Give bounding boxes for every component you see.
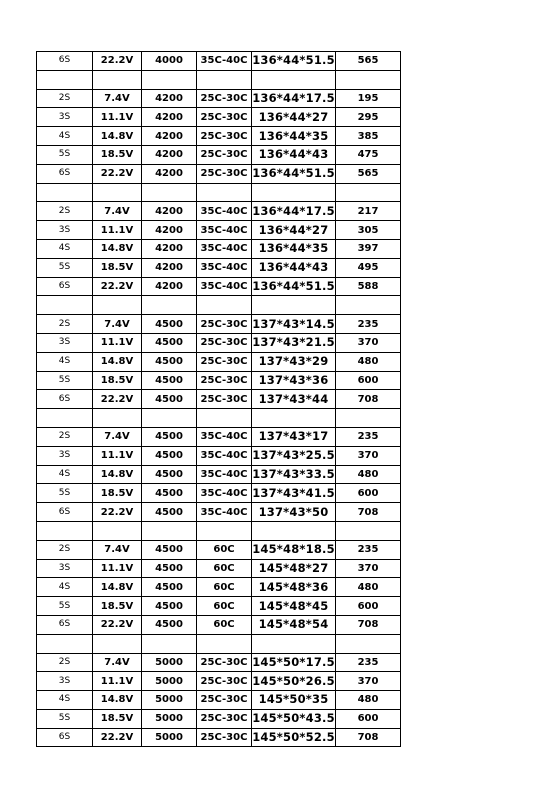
cell-weight: 385 [336,127,401,146]
table-row [37,446,401,465]
cell-capacity: 4500 [142,390,197,409]
cell-cell-count: 3S [37,221,93,240]
cell-dimensions: 137*43*25.5 [252,446,336,465]
cell-dimensions: 136*44*35 [252,127,336,146]
cell-weight: 235 [336,315,401,334]
cell-cell-count: 2S [37,315,93,334]
cell-voltage [93,183,142,202]
cell-capacity: 4500 [142,484,197,503]
table-row [37,390,401,409]
table-row [37,145,401,164]
cell-capacity [142,521,197,540]
table-row [37,89,401,108]
cell-discharge-rate: 35C-40C [197,221,252,240]
cell-capacity: 4500 [142,559,197,578]
cell-discharge-rate: 25C-30C [197,371,252,390]
cell-capacity [142,296,197,315]
cell-capacity: 4500 [142,371,197,390]
cell-cell-count: 3S [37,672,93,691]
cell-dimensions: 137*43*29 [252,352,336,371]
cell-dimensions: 137*43*36 [252,371,336,390]
cell-cell-count [37,634,93,653]
table-row [37,503,401,522]
cell-voltage: 7.4V [93,315,142,334]
cell-voltage: 14.8V [93,352,142,371]
cell-capacity: 4500 [142,333,197,352]
cell-weight: 480 [336,352,401,371]
cell-cell-count [37,521,93,540]
cell-discharge-rate: 25C-30C [197,145,252,164]
cell-capacity: 4500 [142,597,197,616]
blank-row [37,296,401,315]
cell-weight: 480 [336,578,401,597]
battery-spec-table [36,51,401,747]
table-row [37,559,401,578]
cell-cell-count: 2S [37,540,93,559]
cell-weight: 600 [336,484,401,503]
cell-weight: 295 [336,108,401,127]
table-row [37,691,401,710]
cell-cell-count: 5S [37,597,93,616]
cell-weight: 565 [336,52,401,71]
table-row [37,615,401,634]
cell-capacity: 4200 [142,89,197,108]
cell-voltage: 7.4V [93,202,142,221]
cell-weight: 480 [336,465,401,484]
cell-cell-count: 6S [37,390,93,409]
cell-discharge-rate: 25C-30C [197,672,252,691]
table-row [37,352,401,371]
cell-capacity: 4500 [142,352,197,371]
cell-capacity: 4200 [142,239,197,258]
cell-discharge-rate [197,521,252,540]
cell-weight: 370 [336,559,401,578]
cell-voltage: 18.5V [93,258,142,277]
cell-cell-count: 4S [37,127,93,146]
cell-dimensions: 145*48*18.5 [252,540,336,559]
cell-weight [336,296,401,315]
cell-discharge-rate: 35C-40C [197,52,252,71]
cell-voltage: 14.8V [93,691,142,710]
blank-row [37,409,401,428]
cell-weight: 305 [336,221,401,240]
cell-discharge-rate [197,634,252,653]
blank-row [37,183,401,202]
cell-cell-count: 5S [37,145,93,164]
cell-discharge-rate: 35C-40C [197,277,252,296]
cell-dimensions [252,70,336,89]
cell-weight: 588 [336,277,401,296]
cell-discharge-rate [197,296,252,315]
cell-discharge-rate: 35C-40C [197,258,252,277]
cell-dimensions: 145*48*54 [252,615,336,634]
cell-discharge-rate: 35C-40C [197,446,252,465]
cell-weight: 397 [336,239,401,258]
cell-discharge-rate: 25C-30C [197,333,252,352]
table-row [37,540,401,559]
cell-capacity: 4500 [142,578,197,597]
table-row [37,277,401,296]
cell-discharge-rate: 25C-30C [197,390,252,409]
cell-weight: 370 [336,672,401,691]
cell-cell-count: 4S [37,352,93,371]
cell-dimensions: 136*44*17.5 [252,89,336,108]
cell-dimensions: 137*43*17 [252,427,336,446]
cell-discharge-rate: 60C [197,578,252,597]
cell-weight: 708 [336,390,401,409]
cell-capacity: 4200 [142,127,197,146]
cell-weight: 235 [336,653,401,672]
cell-dimensions: 136*44*35 [252,239,336,258]
cell-voltage [93,634,142,653]
cell-discharge-rate [197,183,252,202]
cell-dimensions: 145*50*43.5 [252,709,336,728]
table-row [37,597,401,616]
cell-dimensions: 136*44*51.5 [252,277,336,296]
cell-dimensions: 137*43*44 [252,390,336,409]
cell-voltage: 11.1V [93,672,142,691]
cell-voltage [93,521,142,540]
cell-dimensions: 136*44*27 [252,221,336,240]
cell-cell-count [37,70,93,89]
cell-discharge-rate: 60C [197,540,252,559]
cell-cell-count: 3S [37,333,93,352]
cell-dimensions: 145*48*27 [252,559,336,578]
cell-capacity: 4200 [142,202,197,221]
cell-weight [336,521,401,540]
cell-cell-count: 4S [37,239,93,258]
cell-voltage: 22.2V [93,52,142,71]
cell-cell-count [37,409,93,428]
cell-cell-count: 6S [37,52,93,71]
cell-cell-count: 6S [37,615,93,634]
table-row [37,465,401,484]
cell-capacity [142,634,197,653]
cell-dimensions: 136*44*17.5 [252,202,336,221]
cell-voltage: 7.4V [93,427,142,446]
cell-discharge-rate: 25C-30C [197,127,252,146]
cell-capacity: 5000 [142,709,197,728]
cell-voltage: 11.1V [93,108,142,127]
cell-cell-count [37,183,93,202]
cell-capacity: 4200 [142,258,197,277]
cell-voltage: 7.4V [93,653,142,672]
cell-weight: 600 [336,597,401,616]
cell-capacity: 4200 [142,145,197,164]
table-row [37,127,401,146]
cell-discharge-rate: 35C-40C [197,239,252,258]
table-row [37,164,401,183]
cell-discharge-rate: 25C-30C [197,352,252,371]
cell-cell-count: 6S [37,277,93,296]
cell-voltage: 7.4V [93,89,142,108]
cell-voltage: 22.2V [93,164,142,183]
cell-voltage: 11.1V [93,333,142,352]
cell-voltage: 11.1V [93,559,142,578]
cell-discharge-rate [197,409,252,428]
cell-weight [336,409,401,428]
cell-voltage: 11.1V [93,221,142,240]
cell-discharge-rate: 25C-30C [197,691,252,710]
cell-cell-count: 4S [37,465,93,484]
cell-weight: 565 [336,164,401,183]
cell-weight [336,70,401,89]
cell-discharge-rate: 35C-40C [197,427,252,446]
cell-cell-count: 5S [37,709,93,728]
cell-dimensions: 145*50*17.5 [252,653,336,672]
cell-voltage: 7.4V [93,540,142,559]
cell-discharge-rate: 35C-40C [197,465,252,484]
table-row [37,672,401,691]
cell-cell-count: 2S [37,202,93,221]
cell-weight: 600 [336,371,401,390]
table-row [37,221,401,240]
cell-weight: 480 [336,691,401,710]
cell-weight [336,183,401,202]
cell-dimensions: 145*50*35 [252,691,336,710]
table-row [37,427,401,446]
cell-capacity: 4500 [142,446,197,465]
cell-dimensions [252,183,336,202]
cell-weight: 475 [336,145,401,164]
cell-capacity: 4200 [142,277,197,296]
cell-dimensions: 136*44*51.5 [252,164,336,183]
cell-dimensions [252,409,336,428]
cell-dimensions: 136*44*51.5 [252,52,336,71]
table-row [37,728,401,747]
cell-discharge-rate: 35C-40C [197,202,252,221]
cell-capacity: 4500 [142,427,197,446]
table-row [37,333,401,352]
cell-capacity [142,409,197,428]
cell-dimensions: 137*43*21.5 [252,333,336,352]
cell-discharge-rate: 35C-40C [197,484,252,503]
cell-discharge-rate: 25C-30C [197,709,252,728]
cell-discharge-rate: 60C [197,615,252,634]
cell-discharge-rate: 25C-30C [197,315,252,334]
cell-capacity: 4500 [142,540,197,559]
cell-cell-count: 3S [37,559,93,578]
cell-discharge-rate: 25C-30C [197,728,252,747]
cell-voltage: 14.8V [93,465,142,484]
cell-voltage: 18.5V [93,709,142,728]
blank-row [37,521,401,540]
cell-discharge-rate [197,70,252,89]
cell-discharge-rate: 25C-30C [197,164,252,183]
cell-voltage: 22.2V [93,615,142,634]
cell-capacity: 5000 [142,728,197,747]
cell-cell-count [37,296,93,315]
cell-dimensions: 136*44*27 [252,108,336,127]
cell-weight: 708 [336,503,401,522]
cell-weight: 235 [336,427,401,446]
cell-weight: 195 [336,89,401,108]
table-row [37,258,401,277]
cell-weight: 495 [336,258,401,277]
cell-voltage [93,70,142,89]
cell-dimensions [252,521,336,540]
cell-cell-count: 2S [37,653,93,672]
cell-discharge-rate: 25C-30C [197,653,252,672]
cell-dimensions [252,296,336,315]
cell-voltage: 22.2V [93,277,142,296]
cell-cell-count: 6S [37,728,93,747]
cell-weight: 600 [336,709,401,728]
cell-dimensions: 137*43*50 [252,503,336,522]
blank-row [37,70,401,89]
cell-dimensions: 137*43*41.5 [252,484,336,503]
cell-cell-count: 6S [37,164,93,183]
cell-discharge-rate: 25C-30C [197,108,252,127]
cell-cell-count: 6S [37,503,93,522]
cell-capacity: 4500 [142,615,197,634]
cell-voltage: 14.8V [93,578,142,597]
cell-cell-count: 2S [37,89,93,108]
cell-dimensions: 145*48*45 [252,597,336,616]
cell-capacity: 4200 [142,108,197,127]
cell-capacity: 4500 [142,465,197,484]
cell-capacity: 4200 [142,221,197,240]
cell-discharge-rate: 60C [197,597,252,616]
cell-voltage: 14.8V [93,239,142,258]
cell-cell-count: 5S [37,371,93,390]
cell-voltage: 22.2V [93,503,142,522]
table-row [37,484,401,503]
cell-cell-count: 5S [37,258,93,277]
cell-cell-count: 2S [37,427,93,446]
table-row [37,315,401,334]
blank-row [37,634,401,653]
cell-capacity: 4500 [142,503,197,522]
cell-dimensions: 145*50*52.5 [252,728,336,747]
table-row [37,578,401,597]
cell-capacity: 4000 [142,52,197,71]
cell-voltage: 18.5V [93,484,142,503]
cell-weight: 370 [336,446,401,465]
cell-capacity: 5000 [142,691,197,710]
table-row [37,371,401,390]
cell-cell-count: 3S [37,108,93,127]
cell-voltage: 11.1V [93,446,142,465]
cell-dimensions: 137*43*14.5 [252,315,336,334]
cell-voltage: 18.5V [93,145,142,164]
cell-weight [336,634,401,653]
table-row [37,239,401,258]
cell-weight: 217 [336,202,401,221]
cell-cell-count: 4S [37,691,93,710]
cell-dimensions: 145*48*36 [252,578,336,597]
cell-capacity: 5000 [142,672,197,691]
cell-voltage: 14.8V [93,127,142,146]
table-body [37,52,401,747]
table-row [37,202,401,221]
cell-voltage [93,296,142,315]
cell-dimensions [252,634,336,653]
cell-voltage: 18.5V [93,597,142,616]
cell-weight: 235 [336,540,401,559]
cell-capacity: 4200 [142,164,197,183]
cell-voltage: 22.2V [93,390,142,409]
cell-capacity [142,70,197,89]
cell-dimensions: 136*44*43 [252,258,336,277]
table-row [37,108,401,127]
cell-discharge-rate: 35C-40C [197,503,252,522]
cell-weight: 708 [336,615,401,634]
cell-discharge-rate: 25C-30C [197,89,252,108]
cell-weight: 708 [336,728,401,747]
cell-cell-count: 4S [37,578,93,597]
cell-voltage: 18.5V [93,371,142,390]
cell-capacity: 5000 [142,653,197,672]
cell-capacity [142,183,197,202]
cell-discharge-rate: 60C [197,559,252,578]
cell-voltage: 22.2V [93,728,142,747]
table-row [37,653,401,672]
cell-cell-count: 3S [37,446,93,465]
cell-dimensions: 145*50*26.5 [252,672,336,691]
cell-dimensions: 137*43*33.5 [252,465,336,484]
cell-voltage [93,409,142,428]
cell-cell-count: 5S [37,484,93,503]
table-row [37,709,401,728]
table-row [37,52,401,71]
cell-capacity: 4500 [142,315,197,334]
cell-weight: 370 [336,333,401,352]
cell-dimensions: 136*44*43 [252,145,336,164]
